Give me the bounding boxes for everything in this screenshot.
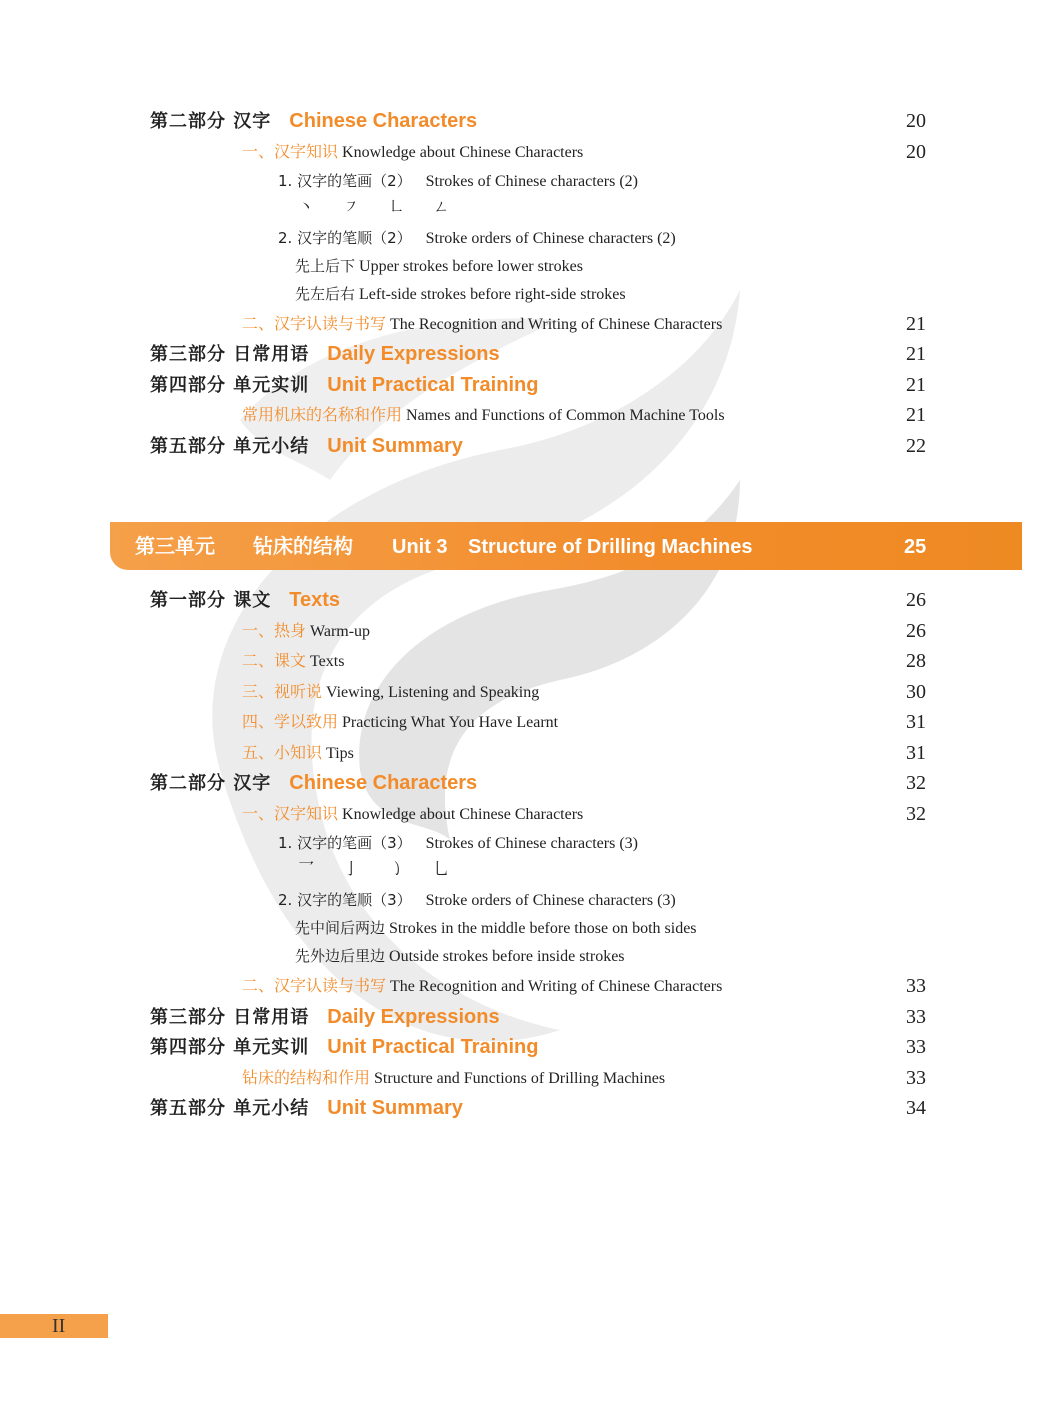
rule-cn: 先上后下 [295, 257, 356, 275]
part-en-title: Unit Summary [327, 435, 463, 457]
page-number: 33 [906, 1067, 926, 1089]
page-number: 20 [906, 110, 926, 132]
part-en-title: Texts [289, 589, 341, 611]
section-cn-title: 一、汉字知识 [242, 142, 339, 161]
toc-section-drilling-functions[interactable] [242, 1063, 665, 1093]
section-en-title: Names and Functions of Common Machine Tools [406, 407, 725, 424]
stroke-rule [295, 279, 626, 309]
toc-part-unit-summary[interactable] [150, 1093, 463, 1123]
part-en-title: Chinese Characters [289, 772, 478, 794]
rule-cn: 先左后右 [295, 285, 356, 303]
toc-part-unit-summary[interactable] [150, 431, 463, 461]
page-number: 22 [906, 435, 926, 457]
subsection-cn: 1. 汉字的笔画（2） [278, 172, 412, 190]
section-en-title: Practicing What You Have Learnt [342, 714, 559, 731]
toc-section-viewing-listening[interactable] [242, 677, 539, 707]
toc-section-knowledge[interactable] [242, 799, 583, 829]
unit-en-label: Unit 3 [392, 536, 448, 558]
toc-part-daily-expressions[interactable] [150, 1002, 500, 1032]
subsection-en: Stroke orders of Chinese characters (3) [425, 892, 676, 909]
section-en-title: Knowledge about Chinese Characters [342, 144, 584, 161]
unit-cn-label: 第三单元 [135, 536, 215, 558]
section-cn-title: 一、热身 [242, 621, 307, 640]
subsection-en: Strokes of Chinese characters (3) [425, 835, 638, 852]
stroke-rule [295, 941, 625, 971]
part-cn-title: 第五部分 单元小结 [150, 436, 310, 457]
part-cn-title: 第二部分 汉字 [150, 111, 272, 132]
toc-subsection-stroke-orders [278, 223, 676, 253]
section-en-title: Warm-up [310, 623, 371, 640]
section-en-title: Structure and Functions of Drilling Machines [374, 1070, 666, 1087]
part-cn-title: 第三部分 日常用语 [150, 344, 310, 365]
stroke-rule [295, 251, 583, 281]
subsection-cn: 2. 汉字的笔顺（2） [278, 229, 412, 247]
page-number: 21 [906, 343, 926, 365]
stroke-glyphs: 乛 亅 ㇁ 乚 [298, 859, 462, 878]
section-cn-title: 钻床的结构和作用 [242, 1068, 371, 1087]
toc-part-practical-training[interactable] [150, 370, 538, 400]
rule-cn: 先外边后里边 [295, 947, 386, 965]
page-number: 31 [906, 742, 926, 764]
toc-section-recognition-writing[interactable] [242, 971, 722, 1001]
unit-banner[interactable] [110, 522, 1022, 570]
section-en-title: Texts [310, 653, 345, 670]
page-number: 26 [906, 620, 926, 642]
page-number: 20 [906, 141, 926, 163]
page-number: 32 [906, 772, 926, 794]
section-cn-title: 常用机床的名称和作用 [242, 405, 403, 424]
part-cn-title: 第四部分 单元实训 [150, 375, 310, 396]
part-cn-title: 第二部分 汉字 [150, 773, 272, 794]
rule-cn: 先中间后两边 [295, 919, 386, 937]
page-number: 30 [906, 681, 926, 703]
page-number: 21 [906, 313, 926, 335]
section-cn-title: 四、学以致用 [242, 712, 339, 731]
section-cn-title: 三、视听说 [242, 682, 323, 701]
subsection-en: Stroke orders of Chinese characters (2) [425, 230, 676, 247]
rule-en: Left-side strokes before right-side strokes [359, 286, 626, 303]
toc-part-chinese-characters[interactable] [150, 768, 477, 798]
page-number: 26 [906, 589, 926, 611]
rule-en: Outside strokes before inside strokes [389, 948, 625, 965]
page-number: 33 [906, 1006, 926, 1028]
part-en-title: Daily Expressions [327, 343, 500, 365]
subsection-cn: 1. 汉字的笔画（3） [278, 834, 412, 852]
unit-cn-title: 钻床的结构 [253, 536, 353, 558]
section-en-title: Viewing, Listening and Speaking [326, 684, 540, 701]
page-number: 34 [906, 1097, 926, 1119]
part-cn-title: 第四部分 单元实训 [150, 1037, 310, 1058]
page-number: 33 [906, 1036, 926, 1058]
page-number: 21 [906, 404, 926, 426]
page-number: 28 [906, 650, 926, 672]
page-number: 33 [906, 975, 926, 997]
toc-section-texts[interactable] [242, 646, 344, 676]
toc-section-warm-up[interactable] [242, 616, 370, 646]
section-cn-title: 二、课文 [242, 651, 307, 670]
toc-section-knowledge[interactable] [242, 137, 583, 167]
part-en-title: Daily Expressions [327, 1006, 500, 1028]
toc-section-tips[interactable] [242, 738, 354, 768]
part-en-title: Chinese Characters [289, 110, 478, 132]
page-number: 31 [906, 711, 926, 733]
section-en-title: Knowledge about Chinese Characters [342, 806, 584, 823]
toc-part-daily-expressions[interactable] [150, 339, 500, 369]
footer-page-tab [0, 1314, 108, 1338]
section-en-title: The Recognition and Writing of Chinese Characters [390, 978, 723, 995]
unit-en-title: Structure of Drilling Machines [468, 536, 753, 558]
toc-subsection-stroke-orders [278, 885, 676, 915]
section-cn-title: 二、汉字认读与书写 [242, 314, 387, 333]
part-cn-title: 第一部分 课文 [150, 590, 272, 611]
stroke-glyphs: 丶 ㇇ ㇗ ㄥ [298, 197, 462, 216]
section-cn-title: 五、小知识 [242, 743, 323, 762]
unit-page-number: 25 [904, 536, 927, 558]
toc-part-practical-training[interactable] [150, 1032, 538, 1062]
subsection-en: Strokes of Chinese characters (2) [425, 173, 638, 190]
page-number: 32 [906, 803, 926, 825]
part-cn-title: 第三部分 日常用语 [150, 1007, 310, 1028]
section-cn-title: 一、汉字知识 [242, 804, 339, 823]
toc-section-recognition-writing[interactable] [242, 309, 722, 339]
part-cn-title: 第五部分 单元小结 [150, 1098, 310, 1119]
section-en-title: The Recognition and Writing of Chinese Characters [390, 316, 723, 333]
toc-part-chinese-characters[interactable] [150, 106, 477, 136]
section-cn-title: 二、汉字认读与书写 [242, 976, 387, 995]
rule-en: Strokes in the middle before those on both sides [389, 920, 697, 937]
part-en-title: Unit Summary [327, 1097, 463, 1119]
page-number: 21 [906, 374, 926, 396]
section-en-title: Tips [326, 745, 354, 762]
part-en-title: Unit Practical Training [327, 374, 539, 396]
subsection-cn: 2. 汉字的笔顺（3） [278, 891, 412, 909]
toc-part-texts[interactable] [150, 585, 340, 615]
toc-section-practicing[interactable] [242, 707, 558, 737]
footer-page-label: II [52, 1315, 66, 1337]
toc-section-machine-tools[interactable] [242, 400, 725, 430]
rule-en: Upper strokes before lower strokes [359, 258, 583, 275]
stroke-rule [295, 913, 697, 943]
part-en-title: Unit Practical Training [327, 1036, 539, 1058]
